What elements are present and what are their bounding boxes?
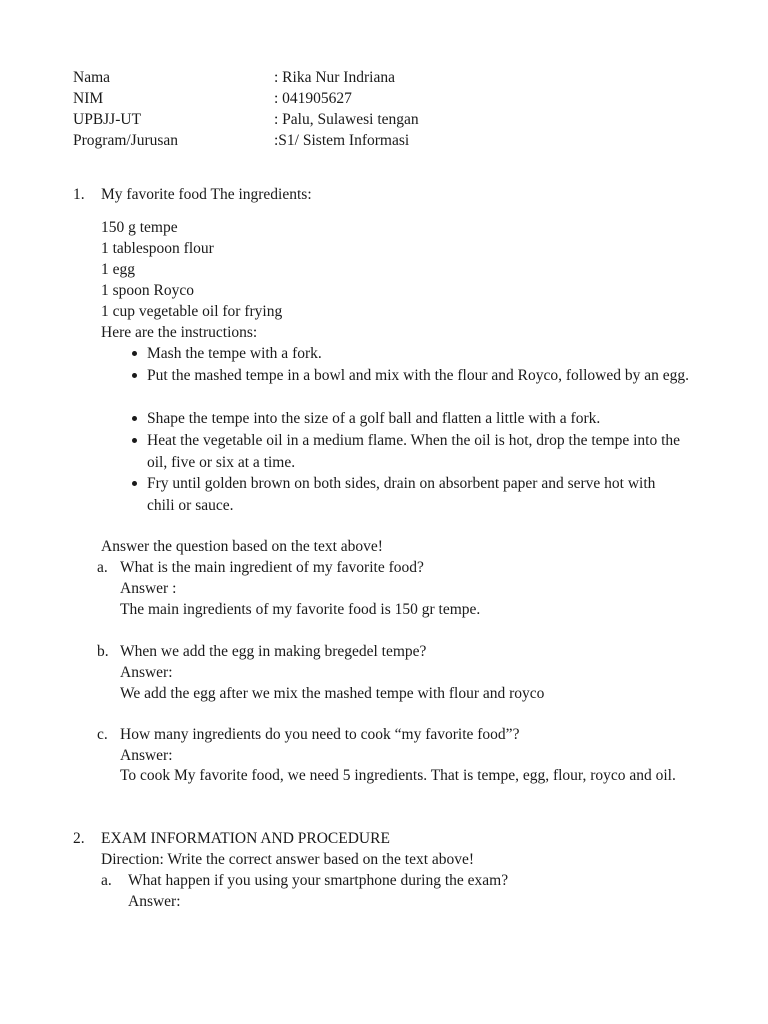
identity-value-nama: : Rika Nur Indriana xyxy=(274,69,395,86)
identity-label-program: Program/Jurusan xyxy=(73,132,179,149)
question-letter: c. xyxy=(97,726,108,743)
ingredient-item: 150 g tempe xyxy=(101,219,178,236)
bullet-icon xyxy=(132,373,137,378)
section-2-direction: Direction: Write the correct answer based on the text above! xyxy=(101,851,475,868)
question-letter: b. xyxy=(97,643,109,660)
instruction-item: Heat the vegetable oil in a medium flame. When the oil is hot, drop the tempe into the oil, five or six at a time. xyxy=(147,432,681,471)
question-text: How many ingredients do you need to cook “my favorite food”? xyxy=(120,726,520,743)
answer-text: To cook My favorite food, we need 5 ingredients. That is tempe, egg, flour, royco and oil. xyxy=(120,767,676,784)
instruction-item: Fry until golden brown on both sides, drain on absorbent paper and serve hot with chili or sauce. xyxy=(147,475,656,514)
bullet-icon xyxy=(132,416,137,421)
question-letter: a. xyxy=(97,559,108,576)
answer-text: We add the egg after we mix the mashed tempe with flour and royco xyxy=(120,685,545,702)
identity-value-program: :S1/ Sistem Informasi xyxy=(274,132,410,149)
identity-label-nim: NIM xyxy=(73,90,104,107)
identity-value-upbjj: : Palu, Sulawesi tengan xyxy=(274,111,419,128)
answer-label: Answer : xyxy=(120,580,177,597)
question-letter: a. xyxy=(101,872,112,889)
bullet-icon xyxy=(132,351,137,356)
question-text: When we add the egg in making bregedel tempe? xyxy=(120,643,427,660)
answer-text: The main ingredients of my favorite food is 150 gr tempe. xyxy=(120,601,481,618)
section-1-heading: My favorite food The ingredients: xyxy=(101,186,312,203)
instruction-item: Mash the tempe with a fork. xyxy=(147,345,322,362)
ingredient-item: 1 spoon Royco xyxy=(101,282,194,299)
bullet-icon xyxy=(132,481,137,486)
instruction-item: Put the mashed tempe in a bowl and mix with the flour and Royco, followed by an egg. xyxy=(147,367,689,384)
instructions-intro: Here are the instructions: xyxy=(101,324,258,341)
answer-label: Answer: xyxy=(128,893,181,910)
section-1-number: 1. xyxy=(73,186,85,203)
answer-label: Answer: xyxy=(120,664,173,681)
ingredient-item: 1 egg xyxy=(101,261,136,278)
ingredient-item: 1 tablespoon flour xyxy=(101,240,214,257)
instruction-item: Shape the tempe into the size of a golf ball and flatten a little with a fork. xyxy=(147,410,601,427)
section-2-heading: EXAM INFORMATION AND PROCEDURE xyxy=(101,830,390,847)
question-text: What happen if you using your smartphone during the exam? xyxy=(128,872,509,889)
question-text: What is the main ingredient of my favorite food? xyxy=(120,559,424,576)
identity-value-nim: : 041905627 xyxy=(274,90,352,107)
identity-label-upbjj: UPBJJ-UT xyxy=(73,111,142,128)
section-2-number: 2. xyxy=(73,830,85,847)
ingredient-item: 1 cup vegetable oil for frying xyxy=(101,303,283,320)
bullet-icon xyxy=(132,438,137,443)
question-intro: Answer the question based on the text above! xyxy=(101,538,383,555)
identity-label-nama: Nama xyxy=(73,69,111,86)
answer-label: Answer: xyxy=(120,747,173,764)
